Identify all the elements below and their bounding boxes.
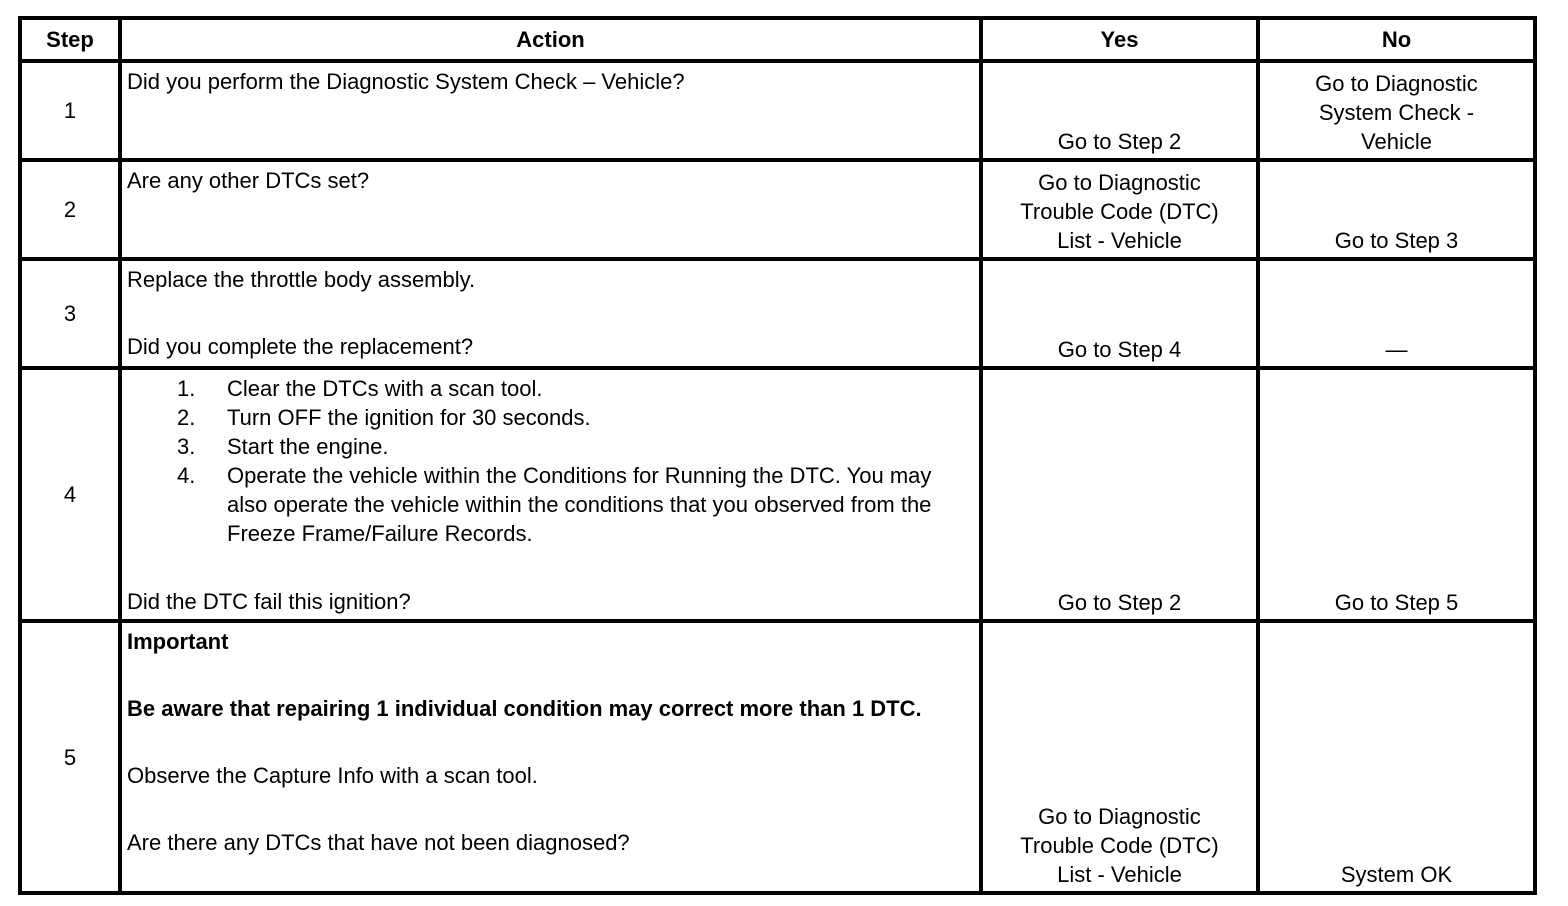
table-row-step-3 bbox=[20, 259, 1535, 368]
step-number: 3 bbox=[20, 259, 120, 368]
list-item-number: 4. bbox=[177, 463, 196, 488]
no-cell bbox=[1258, 259, 1535, 368]
yes-result-line: Trouble Code (DTC) bbox=[1020, 199, 1219, 224]
table-row-step-2 bbox=[20, 160, 1535, 259]
list-item-text: Turn OFF the ignition for 30 seconds. bbox=[227, 405, 591, 430]
yes-result-line: Go to Diagnostic bbox=[1038, 804, 1201, 829]
step-number: 4 bbox=[20, 368, 120, 621]
yes-result: Go to Step 4 bbox=[1057, 337, 1182, 362]
list-item-number: 3. bbox=[177, 434, 196, 459]
header-no: No bbox=[1258, 18, 1535, 61]
yes-result-line: List - Vehicle bbox=[1057, 862, 1182, 887]
header-yes: Yes bbox=[981, 18, 1258, 61]
no-cell bbox=[1258, 160, 1535, 259]
yes-result-line: Trouble Code (DTC) bbox=[1020, 833, 1219, 858]
action-text: Observe the Capture Info with a scan tool. bbox=[127, 763, 538, 788]
action-text: Are any other DTCs set? bbox=[127, 168, 370, 193]
important-label: Important bbox=[127, 629, 229, 654]
step-number: 5 bbox=[20, 621, 120, 893]
list-item bbox=[127, 374, 975, 403]
list-item bbox=[127, 461, 975, 548]
action-cell bbox=[120, 621, 981, 893]
no-result-line: Vehicle bbox=[1361, 129, 1432, 154]
action-question: Did the DTC fail this ignition? bbox=[127, 589, 411, 614]
list-item-text: Operate the vehicle within the Conditions for Running the DTC. You may also operate the vehicle within the conditions that you observed from the Freeze Frame/Failure Records. bbox=[227, 463, 932, 546]
yes-cell bbox=[981, 621, 1258, 893]
no-result: — bbox=[1385, 337, 1408, 362]
no-cell bbox=[1258, 368, 1535, 621]
yes-cell bbox=[981, 259, 1258, 368]
step-number: 1 bbox=[20, 61, 120, 160]
table-row-step-5 bbox=[20, 621, 1535, 893]
list-item bbox=[127, 432, 975, 461]
yes-result: Go to Step 2 bbox=[1057, 129, 1182, 154]
step-number: 2 bbox=[20, 160, 120, 259]
action-cell bbox=[120, 61, 981, 160]
yes-cell bbox=[981, 61, 1258, 160]
yes-result-line: Go to Diagnostic bbox=[1038, 170, 1201, 195]
list-item-number: 2. bbox=[177, 405, 196, 430]
no-result: System OK bbox=[1340, 862, 1453, 887]
diagnostic-table bbox=[18, 16, 1537, 895]
action-cell bbox=[120, 259, 981, 368]
yes-cell bbox=[981, 160, 1258, 259]
yes-result-line: List - Vehicle bbox=[1057, 228, 1182, 253]
list-item bbox=[127, 403, 975, 432]
no-result: Go to Step 5 bbox=[1334, 590, 1459, 615]
table-row-step-1 bbox=[20, 61, 1535, 160]
table-row-step-4 bbox=[20, 368, 1535, 621]
no-cell bbox=[1258, 621, 1535, 893]
no-result: Go to Step 3 bbox=[1334, 228, 1459, 253]
substep-list bbox=[127, 374, 975, 548]
header-row bbox=[20, 18, 1535, 61]
action-question: Did you complete the replacement? bbox=[127, 334, 474, 359]
action-text: Did you perform the Diagnostic System Check – Vehicle? bbox=[127, 69, 685, 94]
yes-cell bbox=[981, 368, 1258, 621]
action-cell bbox=[120, 368, 981, 621]
no-result-line: Go to Diagnostic bbox=[1315, 71, 1478, 96]
action-question: Are there any DTCs that have not been diagnosed? bbox=[127, 830, 630, 855]
list-item-text: Start the engine. bbox=[227, 434, 389, 459]
action-text: Replace the throttle body assembly. bbox=[127, 267, 476, 292]
header-step: Step bbox=[20, 18, 120, 61]
no-cell bbox=[1258, 61, 1535, 160]
yes-result: Go to Step 2 bbox=[1057, 590, 1182, 615]
list-item-number: 1. bbox=[177, 376, 196, 401]
no-result-line: System Check - bbox=[1318, 100, 1475, 125]
action-cell bbox=[120, 160, 981, 259]
important-note: Be aware that repairing 1 individual condition may correct more than 1 DTC. bbox=[127, 696, 922, 721]
list-item-text: Clear the DTCs with a scan tool. bbox=[227, 376, 543, 401]
header-action: Action bbox=[120, 18, 981, 61]
